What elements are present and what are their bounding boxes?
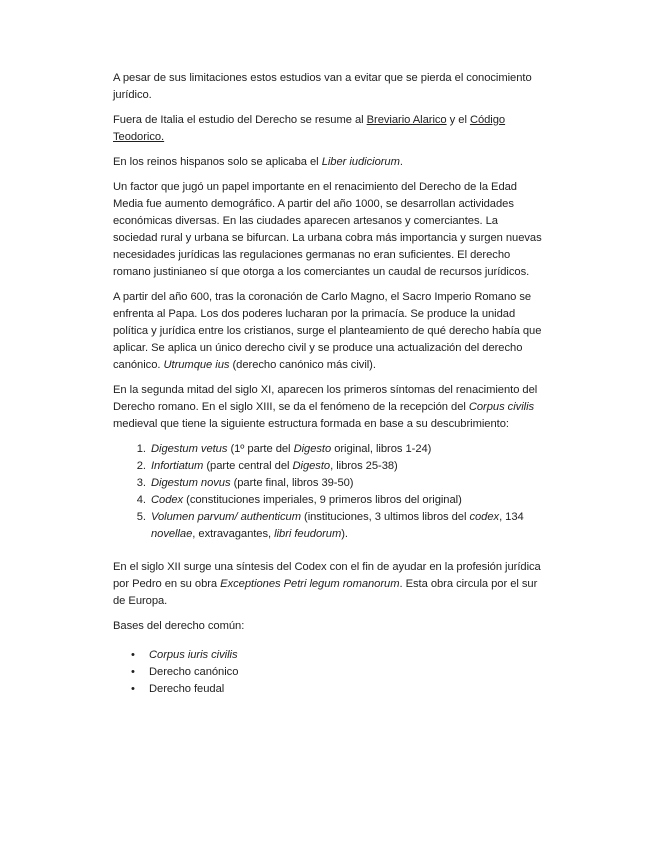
italic-term: Liber iudiciorum [321, 156, 400, 168]
paragraph-text: En el siglo XII surge una síntesis del Codex con el fin de ayudar en la profesión jurídica por Pedro en su obra [113, 561, 541, 590]
italic-term: Digestum vetus [151, 443, 228, 455]
bullet-icon: • [131, 649, 135, 661]
italic-term: Corpus civilis [468, 401, 535, 413]
paragraph-text: (derecho canónico más civil). [229, 359, 376, 371]
list-item [149, 475, 543, 492]
paragraph-factor-demografico [113, 179, 543, 281]
list-item-text: (parte final, libros 39-50) [230, 477, 354, 489]
list-item [149, 441, 543, 458]
list-item [131, 664, 543, 681]
list-item [149, 492, 543, 509]
paragraph-bases [113, 618, 543, 635]
list-item-text: (instituciones, 3 ultimos libros del [300, 511, 470, 523]
list-item-text: , 134 [499, 511, 524, 523]
italic-term: Codex [151, 494, 184, 506]
italic-term: Utrumque ius [163, 359, 230, 371]
italic-term: Digesto [292, 460, 331, 472]
italic-term: Infortiatum [151, 460, 204, 472]
paragraph-text: Un factor que jugó un papel importante en el renacimiento del Derecho de la Edad Media fue aumento demográfico. A partir del año 1000, se desarrollan actividades económicas diversas. En las ciudades aparecen artesanos y comerciantes. La sociedad rural y urbana se bifurcan. La urbana cobra más importancia y surgen nuevas necesidades jurídicas las regulaciones germanas no eran suficientes. El derecho romano justinianeo sí que otorga a los comerciantes un caudal de recursos jurídicos. [113, 181, 542, 278]
paragraph-fuera-de-italia [113, 112, 543, 146]
bases-list [113, 647, 543, 698]
paragraph-text: A partir del año 600, tras la coronación de Carlo Magno, el Sacro Imperio Romano se enfrenta al Papa. Los dos poderes lucharan por la primacía. Se produce la unidad política y jurídica entre los cristianos, surge el planteamiento de qué derecho había que aplicar. Se aplica un único derecho civil y se produce una actualización del derecho canónico. [113, 291, 542, 371]
list-item [149, 509, 543, 543]
paragraph-siglo-xii [113, 559, 543, 610]
corpus-structure-list [113, 441, 543, 543]
paragraph-text: y el [446, 114, 470, 126]
list-item-text: ). [341, 528, 348, 540]
italic-term: Digestum novus [151, 477, 231, 489]
list-item [131, 647, 543, 664]
italic-term: Exceptiones Petri legum romanorum [220, 578, 400, 590]
paragraph-ano-600 [113, 289, 543, 374]
paragraph-text: En la segunda mitad del siglo XI, aparecen los primeros síntomas del renacimiento del Derecho romano. En el siglo XIII, se da el fenómeno de la recepción del [113, 384, 538, 413]
list-item-text: (constituciones imperiales, 9 primeros libros del original) [183, 494, 462, 506]
paragraph-text: . Esta obra circula por el sur de Europa. [113, 578, 538, 607]
paragraph-reinos-hispanos [113, 154, 543, 171]
italic-term: Volumen parvum/ authenticum [151, 511, 301, 523]
paragraph-text: A pesar de sus limitaciones estos estudios van a evitar que se pierda el conocimiento jurídico. [113, 72, 532, 101]
italic-term: novellae [151, 528, 193, 540]
breviario-alarico-link[interactable]: Breviario Alarico [366, 114, 447, 126]
document-page [113, 70, 543, 698]
paragraph-text: Bases del derecho común: [113, 620, 245, 632]
italic-term: Digesto [293, 443, 332, 455]
list-item-text: (parte central del [203, 460, 293, 472]
list-item-text: , extravagantes, [192, 528, 275, 540]
codigo-teodorico-link[interactable]: Código Teodorico. [113, 114, 506, 143]
paragraph-siglo-xi [113, 382, 543, 433]
paragraph-text: En los reinos hispanos solo se aplicaba el [113, 156, 322, 168]
bullet-icon: • [131, 683, 135, 695]
list-item-text: original, libros 1-24) [331, 443, 432, 455]
list-item-text: Derecho feudal [149, 683, 225, 695]
list-item-text: Corpus iuris civilis [149, 649, 238, 661]
paragraph-limitaciones [113, 70, 543, 104]
paragraph-text: medieval que tiene la siguiente estructura formada en base a su descubrimiento: [113, 418, 509, 430]
bullet-icon: • [131, 666, 135, 678]
list-item-text: (1º parte del [227, 443, 294, 455]
list-item-text: , libros 25-38) [330, 460, 398, 472]
italic-term: codex [469, 511, 500, 523]
list-item-text: Derecho canónico [149, 666, 239, 678]
paragraph-text: . [399, 156, 403, 168]
italic-term: libri feudorum [274, 528, 342, 540]
paragraph-text: Fuera de Italia el estudio del Derecho se resume al [113, 114, 367, 126]
list-item [149, 458, 543, 475]
list-item [131, 681, 543, 698]
